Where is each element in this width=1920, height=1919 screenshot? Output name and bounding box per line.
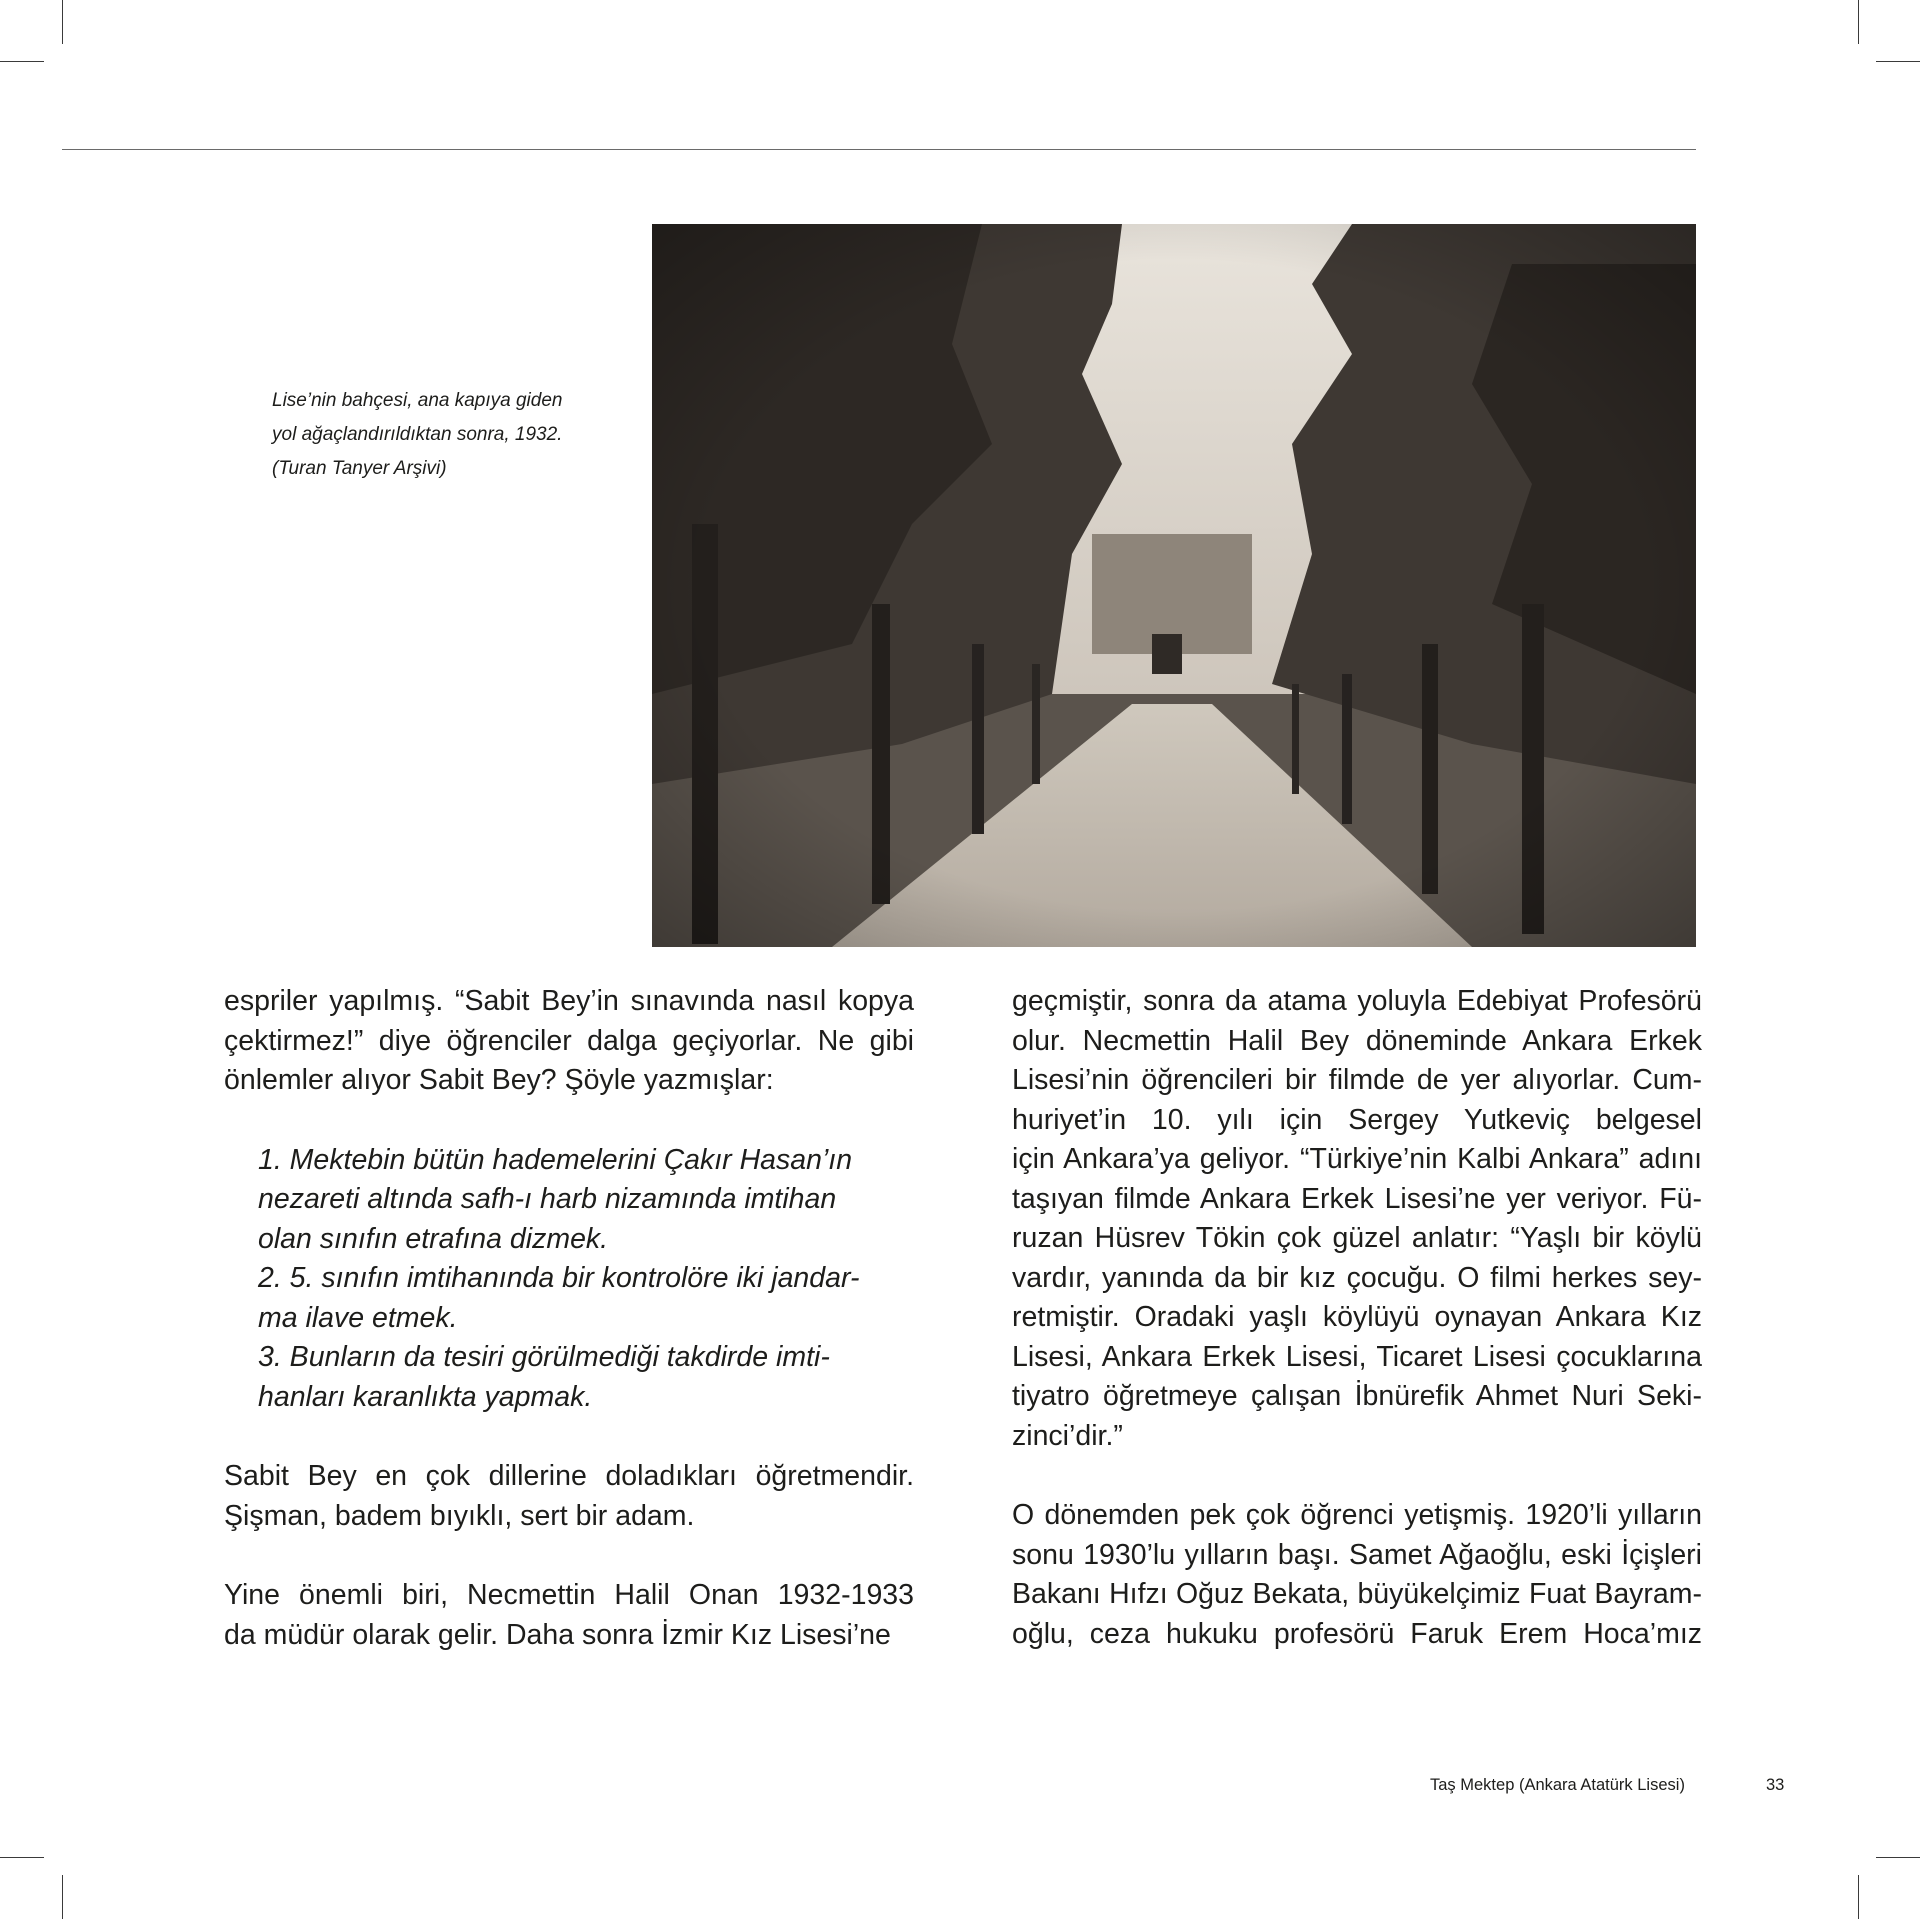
crop-mark [0, 1857, 44, 1858]
text-line: huriyet’in 10. yılı için Sergey Yutkeviç belgesel [1012, 1103, 1702, 1136]
text-line: taşıyan filmde Ankara Erkek Lisesi’ne yer veriyor. Fü- [1012, 1182, 1702, 1215]
text-line: ruzan Hüsrev Tökin çok güzel anlatır: “Yaşlı bir köylü [1012, 1222, 1702, 1254]
quote-line: 1. Mektebin bütün hademelerini Çakır Hasan’ın [258, 1143, 853, 1176]
text-line: Şişman, badem bıyıklı, sert bir adam. [224, 1499, 695, 1532]
text-line: da müdür olarak gelir. Daha sonra İzmir Kız Lisesi’ne [224, 1618, 891, 1651]
text-line: Yine önemli biri, Necmettin Halil Onan 1932-1933 [224, 1579, 914, 1611]
caption-line: Lise’nin bahçesi, ana kapıya giden [272, 390, 563, 411]
quote-line: olan sınıfın etrafına dizmek. [258, 1222, 609, 1255]
text-line: Lisesi’nin öğrencileri bir filmde de yer alıyorlar. Cum- [1012, 1064, 1702, 1096]
quote-line: ma ilave etmek. [258, 1301, 458, 1334]
text-line: O dönemden pek çok öğrenci yetişmiş. 1920’li yılların [1012, 1499, 1702, 1531]
text-line: espriler yapılmış. “Sabit Bey’in sınavında nasıl kopya [224, 985, 914, 1017]
text-line: Bakanı Hıfzı Oğuz Bekata, büyükelçimiz Fuat Bayram- [1012, 1578, 1702, 1610]
text-line: retmiştir. Oradaki yaşlı köylüyü oynayan Ankara Kız [1012, 1301, 1702, 1333]
quote-line: 3. Bunların da tesiri görülmediği takdirde imti- [258, 1341, 830, 1373]
crop-mark [62, 0, 63, 44]
caption-line: (Turan Tanyer Arşivi) [272, 458, 447, 479]
text-line: önlemler alıyor Sabit Bey? Şöyle yazmışlar: [224, 1064, 774, 1096]
text-line: Lisesi, Ankara Erkek Lisesi, Ticaret Lisesi çocuklarına [1012, 1340, 1702, 1373]
header-rule [62, 149, 1696, 150]
quote-line: hanları karanlıkta yapmak. [258, 1380, 593, 1413]
quote-line: nezareti altında safh-ı harb nizamında imtihan [258, 1183, 837, 1215]
text-line: geçmiştir, sonra da atama yoluyla Edebiyat Profesörü [1012, 985, 1702, 1017]
text-line: olur. Necmettin Halil Bey döneminde Ankara Erkek [1012, 1024, 1702, 1057]
caption-line: yol ağaçlandırıldıktan sonra, 1932. [272, 424, 563, 445]
text-line: tiyatro öğretmeye çalışan İbnürefik Ahmet Nuri Seki- [1012, 1380, 1702, 1412]
text-line: vardır, yanında da bir kız çocuğu. O filmi herkes sey- [1012, 1261, 1702, 1294]
garden-photo-icon [652, 224, 1696, 947]
text-line: Sabit Bey en çok dillerine doladıkları öğretmendir. [224, 1460, 914, 1492]
left-column [224, 982, 914, 1655]
garden-photo [652, 224, 1696, 947]
page-number: 33 [1766, 1776, 1785, 1794]
crop-mark [1858, 0, 1859, 44]
photo-caption [272, 384, 632, 486]
text-line: zinci’dir.” [1012, 1419, 1123, 1452]
text-line: sonu 1930’lu yılların başı. Samet Ağaoğlu, eski İçişleri [1012, 1538, 1702, 1571]
quote-line: 2. 5. sınıfın imtihanında bir kontrolöre iki jandar- [258, 1262, 860, 1294]
right-column [1012, 982, 1702, 1654]
running-footer-title: Taş Mektep (Ankara Atatürk Lisesi) [1430, 1776, 1685, 1794]
crop-mark [1858, 1875, 1859, 1919]
crop-mark [1876, 61, 1920, 62]
quote-block [224, 1141, 914, 1418]
text-line: oğlu, ceza hukuku profesörü Faruk Erem Hoca’mız [1012, 1617, 1702, 1650]
crop-mark [1876, 1857, 1920, 1858]
text-line: için Ankara’ya geliyor. “Türkiye’nin Kalbi Ankara” adını [1012, 1143, 1702, 1175]
crop-mark [62, 1875, 63, 1919]
crop-mark [0, 61, 44, 62]
text-line: çektirmez!” diye öğrenciler dalga geçiyorlar. Ne gibi [224, 1024, 914, 1057]
